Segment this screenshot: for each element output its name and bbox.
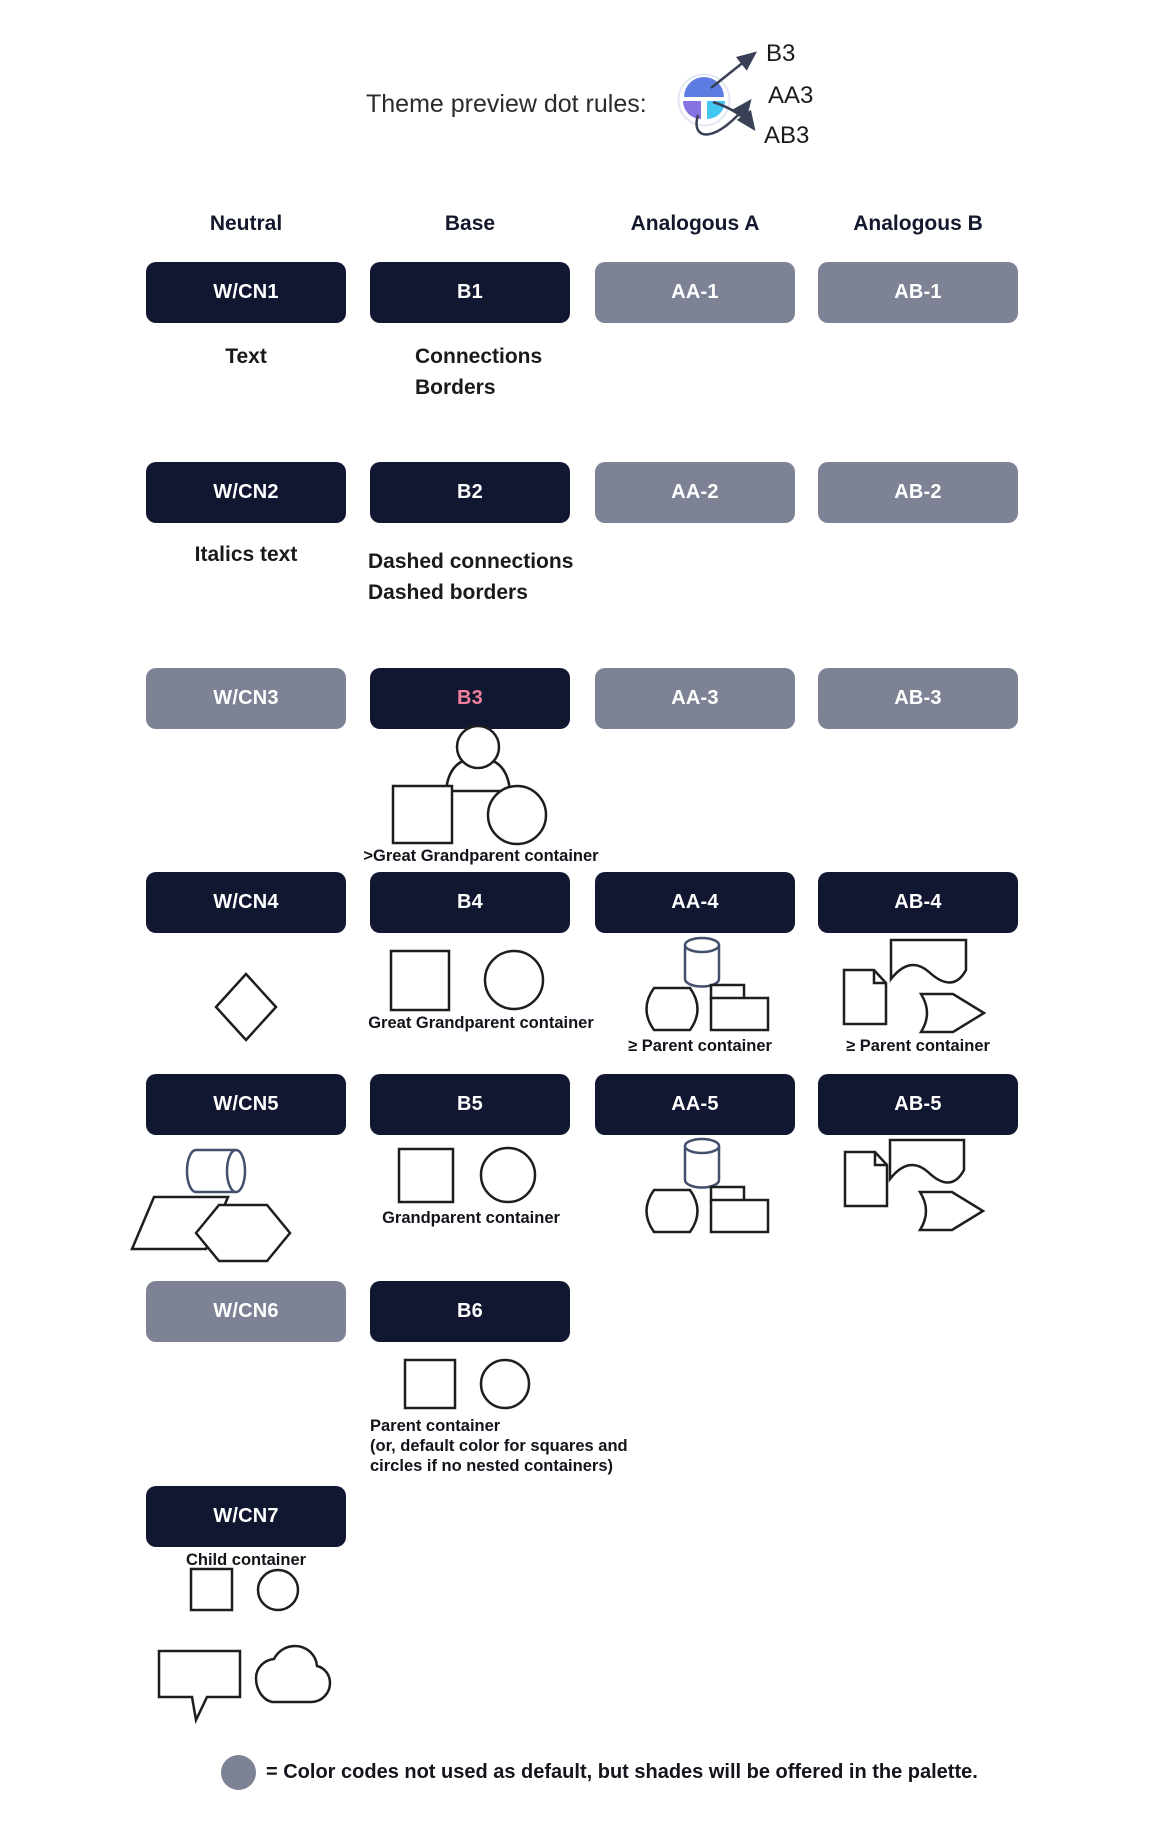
swatch-aa3[interactable] — [595, 668, 795, 729]
swatch-label: W/CN2 — [213, 481, 279, 503]
swatch-label: AA-1 — [671, 281, 719, 303]
dot-label-ab3: AB3 — [764, 122, 810, 149]
label-child-container: Child container — [185, 1551, 307, 1569]
folder-body-icon — [711, 998, 768, 1030]
swatch-label: AA-5 — [671, 1093, 719, 1115]
annotation-dashed-connections: Dashed connections — [368, 550, 574, 573]
square-icon — [399, 1149, 453, 1202]
swatch-wcn2[interactable] — [146, 462, 346, 523]
label-grandparent: Grandparent container — [382, 1209, 560, 1227]
ab5-shapes — [845, 1140, 983, 1230]
label-parent-ge-ab: ≥ Parent container — [846, 1037, 990, 1055]
swatch-ab5[interactable] — [818, 1074, 1018, 1135]
b4-shapes — [391, 951, 543, 1010]
aa5-shapes — [647, 1139, 769, 1232]
dot-label-aa3: AA3 — [768, 82, 814, 109]
square-icon — [391, 951, 449, 1010]
swatch-label: B3 — [457, 687, 483, 709]
folder-body-icon — [711, 1200, 768, 1232]
hexagon-icon — [196, 1205, 290, 1261]
swatch-wcn1[interactable] — [146, 262, 346, 323]
legend-dot-icon — [221, 1755, 256, 1790]
annotation-connections: Connections — [415, 345, 543, 368]
cylinder-body-icon — [685, 945, 719, 987]
swatch-wcn7[interactable] — [146, 1486, 346, 1547]
swatch-ab3[interactable] — [818, 668, 1018, 729]
curved-card-icon — [647, 1190, 698, 1232]
b3-shapes — [393, 726, 546, 844]
annotation-text: Text — [225, 345, 267, 368]
label-parent-note-2: circles if no nested containers) — [370, 1457, 613, 1475]
swatch-label: AB-5 — [894, 1093, 942, 1115]
arrow-to-ab3 — [713, 102, 754, 129]
column-header-neutral: Neutral — [209, 212, 283, 235]
swatch-b3[interactable] — [370, 668, 570, 729]
wcn4-shapes — [216, 974, 276, 1040]
swatch-b4[interactable] — [370, 872, 570, 933]
folder-tab-icon — [711, 1187, 744, 1201]
cylinder-body-icon — [685, 1146, 719, 1188]
label-parent-note-1: (or, default color for squares and — [370, 1437, 628, 1455]
circle-icon — [481, 1148, 535, 1202]
swatch-label: AB-2 — [894, 481, 942, 503]
person-shoulders-icon — [446, 758, 510, 791]
page-icon — [845, 1152, 887, 1206]
swatch-wcn6[interactable] — [146, 1281, 346, 1342]
swatch-aa5[interactable] — [595, 1074, 795, 1135]
parallelogram-icon — [132, 1197, 228, 1249]
swatch-b6[interactable] — [370, 1281, 570, 1342]
square-icon — [191, 1569, 232, 1610]
misc-shapes — [159, 1646, 330, 1720]
swatch-label: B5 — [457, 1093, 483, 1115]
dot-label-b3: B3 — [766, 40, 796, 67]
wcn5-shapes — [132, 1150, 290, 1261]
chevron-icon — [920, 1192, 983, 1230]
page-fold-icon — [874, 970, 886, 983]
label-parent-ge-aa: ≥ Parent container — [628, 1037, 772, 1055]
label-great-grandparent-gt: >Great Grandparent container — [363, 847, 599, 865]
swatch-b5[interactable] — [370, 1074, 570, 1135]
square-icon — [393, 786, 452, 843]
swatch-label: AB-3 — [894, 687, 942, 709]
swatch-label: AA-3 — [671, 687, 719, 709]
label-parent-container: Parent container — [370, 1417, 501, 1435]
swatch-b2[interactable] — [370, 462, 570, 523]
swatch-wcn3[interactable] — [146, 668, 346, 729]
square-icon — [405, 1360, 455, 1408]
annotation-dashed-borders: Dashed borders — [368, 581, 528, 604]
swatch-label: B4 — [457, 891, 483, 913]
curved-card-icon — [647, 988, 698, 1030]
cylinder-top-icon — [685, 938, 719, 952]
speech-bubble-icon — [159, 1651, 240, 1720]
annotation-borders: Borders — [415, 376, 496, 399]
column-header-base: Base — [444, 212, 496, 235]
swatch-ab2[interactable] — [818, 462, 1018, 523]
swatch-label: AB-1 — [894, 281, 942, 303]
swatch-label: W/CN5 — [213, 1093, 279, 1115]
column-header-analogous-b: Analogous B — [853, 212, 983, 235]
column-header-analogous-a: Analogous A — [630, 212, 760, 235]
theme-preview-dot-icon — [679, 75, 730, 126]
page-fold-icon — [875, 1152, 887, 1165]
swatch-label: W/CN1 — [213, 281, 279, 303]
swatch-label: B1 — [457, 281, 483, 303]
swatch-aa2[interactable] — [595, 462, 795, 523]
swatch-label: AA-2 — [671, 481, 719, 503]
aa4-shapes — [647, 938, 769, 1030]
diamond-icon — [216, 974, 276, 1040]
cylinder-top-icon — [685, 1139, 719, 1153]
swatch-b1[interactable] — [370, 262, 570, 323]
swatch-label: W/CN6 — [213, 1300, 279, 1322]
wavy-document-icon — [890, 1140, 964, 1183]
swatch-aa4[interactable] — [595, 872, 795, 933]
page-icon — [844, 970, 886, 1024]
arrow-to-aa3 — [697, 101, 750, 134]
swatch-label: B6 — [457, 1300, 483, 1322]
lying-cylinder-body-icon — [187, 1150, 236, 1192]
b5-shapes — [399, 1148, 535, 1202]
wavy-document-icon — [891, 940, 966, 983]
annotation-italics-text: Italics text — [194, 543, 298, 566]
lying-cylinder-end-icon — [227, 1150, 245, 1192]
wcn7-shapes — [191, 1569, 298, 1610]
swatch-label: AB-4 — [894, 891, 942, 913]
legend-text: = Color codes not used as default, but shades will be offered in the palette. — [266, 1761, 978, 1783]
swatch-ab1[interactable] — [818, 262, 1018, 323]
person-head-icon — [457, 726, 499, 768]
swatch-label: AA-4 — [671, 891, 719, 913]
dot-rule-arrows — [697, 53, 755, 134]
circle-icon — [488, 786, 546, 844]
circle-icon — [481, 1360, 529, 1408]
page-title: Theme preview dot rules: — [366, 90, 647, 118]
circle-icon — [485, 951, 543, 1009]
swatch-label: W/CN7 — [213, 1505, 279, 1527]
arrow-to-b3 — [711, 53, 755, 88]
ab4-shapes — [844, 940, 984, 1032]
cloud-icon — [256, 1646, 330, 1702]
swatch-label: W/CN3 — [213, 687, 279, 709]
swatch-aa1[interactable] — [595, 262, 795, 323]
folder-tab-icon — [711, 985, 744, 999]
chevron-icon — [921, 994, 984, 1032]
swatch-wcn5[interactable] — [146, 1074, 346, 1135]
swatch-wcn4[interactable] — [146, 872, 346, 933]
swatch-label: B2 — [457, 481, 483, 503]
swatch-label: W/CN4 — [213, 891, 279, 913]
b6-shapes — [405, 1360, 529, 1408]
circle-icon — [258, 1570, 298, 1610]
swatch-ab4[interactable] — [818, 872, 1018, 933]
label-great-grandparent: Great Grandparent container — [368, 1014, 594, 1032]
